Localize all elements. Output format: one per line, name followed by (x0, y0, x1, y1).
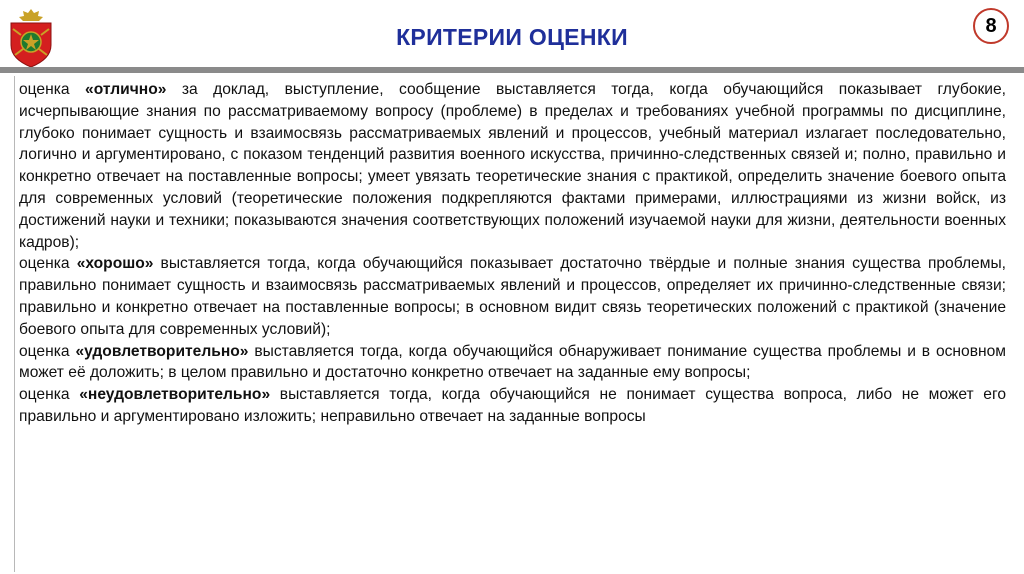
criterion-good: оценка «хорошо» выставляется тогда, когда обучающийся показывает достаточно твёрдые и полные знания существа проблемы, правильно понимает сущность и взаимосвязь рассматриваемых явлений и процессов, определяет их причинно-следственные связи; правильно и конкретно отвечает на поставленные вопросы; в основном видит связь теоретических положений с практикой (значение боевого опыта для современных условий); (19, 255, 1006, 338)
slide-header (0, 0, 1024, 72)
header-divider (0, 67, 1024, 73)
criteria-text (14, 76, 1008, 572)
grade-label: «неудовлетворительно» (79, 386, 271, 404)
grade-label: «хорошо» (76, 255, 154, 273)
grade-label: «удовлетворительно» (75, 342, 249, 360)
criterion-satisfactory: оценка «удовлетворительно» выставляется тогда, когда обучающийся обнаруживает понимание существа проблемы и в основном может её доложить; в целом правильно и достаточно конкретно отвечает на заданные ему вопросы; (19, 342, 1007, 382)
page-title: КРИТЕРИИ ОЦЕНКИ (396, 24, 628, 50)
criterion-unsatisfactory: оценка «неудовлетворительно» выставляется тогда, когда обучающийся не понимает существа вопроса, либо не может его правильно и аргументировано изложить; неправильно отвечает на заданные вопросы (19, 386, 1006, 425)
grade-label: «отлично» (85, 81, 167, 98)
criterion-excellent: оценка «отлично» за доклад, выступление, сообщение выставляется тогда, когда обучающийся показывает глубокие, исчерпывающие знания по рассматриваемому вопросу (проблеме) в пределах и требованиях учебной программы по дисциплине, глубоко понимает сущность и взаимосвязь рассматриваемых явлений и процессов, учебный материал излагает последовательно, логично и аргументировано, с показом тенденций развития военного искусства, причинно-следственных связей и; полно, правильно и конкретно отвечает на поставленные вопросы; умеет увязать теоретические знания с практикой, определить значение боевого опыта для современных условий (теоретические положения подкрепляются фактами примерами, иллюстрациями из жизни войск, из достижений науки и техники; показываются значения соответствующих положений изучаемой науки для жизни, деятельности военных кадров); (19, 81, 1006, 251)
page-number-badge: 8 (973, 8, 1009, 44)
